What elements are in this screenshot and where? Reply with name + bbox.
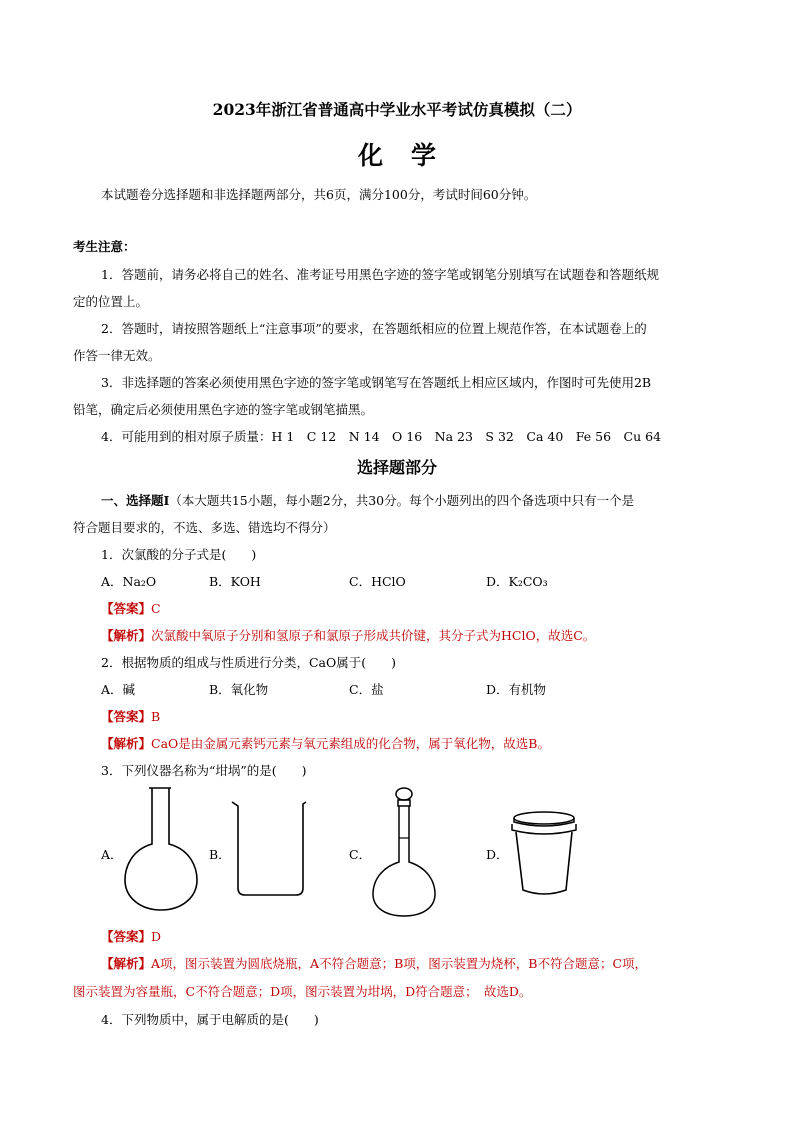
notice-item-1-line2: 定的位置上。 (73, 294, 149, 309)
beaker-figure (230, 800, 310, 898)
notice-item-1-line1: 1．答题前，请务必将自己的姓名、准考证号用黑色字迹的签字笔或钢笔分别填写在试题卷和答题纸规 (101, 267, 659, 282)
analysis-text: CaO是由金属元素钙元素与氧元素组成的化合物，属于氧化物，故选B。 (151, 736, 550, 751)
question-2-option-d: D．有机物 (486, 682, 547, 697)
notice-item-3-line1: 3．非选择题的答案必须使用黑色字迹的签字笔或钢笔写在答题纸上相应区域内，作图时可先使用2B (101, 375, 652, 390)
subject-title: 化学 (357, 141, 464, 170)
question-2-stem: 2．根据物质的组成与性质进行分类，CaO属于( ) (101, 655, 396, 670)
answer-value: D (151, 929, 162, 944)
analysis-text: A项，图示装置为圆底烧瓶，A不符合题意；B项，图示装置为烧杯，B不符合题意；C项， (151, 956, 648, 971)
notice-item-2-line2: 作答一律无效。 (73, 348, 161, 363)
question-2-option-b: B．氧化物 (209, 682, 269, 697)
round-bottom-flask-figure (123, 786, 199, 912)
exam-title: 2023年浙江省普通高中学业水平考试仿真模拟（二） (212, 100, 582, 119)
analysis-tag: 【解析】 (101, 628, 152, 643)
question-3-stem: 3．下列仪器名称为“坩埚”的是( ) (101, 763, 307, 778)
answer-tag: 【答案】 (101, 929, 152, 944)
question-3-option-c: C． (349, 847, 372, 862)
question-3-analysis-line2: 图示装置为容量瓶，C不符合题意；D项，图示装置为坩埚，D符合题意； 故选D。 (73, 984, 532, 999)
analysis-text: 次氯酸中氧原子分别和氢原子和氯原子形成共价键，其分子式为HClO，故选C。 (151, 628, 596, 643)
part-label: 一、选择题Ⅰ (101, 493, 170, 508)
question-4-stem: 4．下列物质中，属于电解质的是( ) (101, 1012, 319, 1027)
notice-item-4: 4．可能用到的相对原子质量：H 1 C 12 N 14 O 16 Na 23 S 32 Ca 40 Fe 56 Cu 64 (101, 429, 662, 444)
notice-heading: 考生注意： (73, 239, 136, 254)
question-3-answer (101, 927, 161, 945)
part-heading (101, 491, 634, 509)
answer-value: B (151, 709, 161, 724)
question-2-analysis (101, 734, 550, 752)
question-3-option-d: D． (486, 847, 509, 862)
question-1-option-b: B．KOH (209, 574, 261, 589)
analysis-tag: 【解析】 (101, 736, 152, 751)
analysis-tag: 【解析】 (101, 956, 152, 971)
question-1-option-a: A．Na₂O (101, 574, 157, 589)
question-2-option-c: C．盐 (349, 682, 384, 697)
question-1-stem: 1．次氯酸的分子式是( ) (101, 547, 257, 562)
notice-item-3-line2: 铅笔，确定后必须使用黑色字迹的签字笔或钢笔描黑。 (73, 402, 374, 417)
volumetric-flask-figure (370, 786, 438, 918)
question-1-option-d: D．K₂CO₃ (486, 574, 548, 589)
answer-tag: 【答案】 (101, 709, 152, 724)
question-1-analysis (101, 626, 595, 644)
question-3-analysis-line1 (101, 954, 647, 972)
part-desc-line1: （本大题共15小题，每小题2分，共30分。每个小题列出的四个备选项中只有一个是 (169, 493, 635, 508)
notice-item-2-line1: 2．答题时，请按照答题纸上“注意事项”的要求，在答题纸相应的位置上规范作答，在本试题卷上的 (101, 321, 647, 336)
question-3-option-b: B． (209, 847, 231, 862)
section-title: 选择题部分 (356, 458, 437, 477)
question-2-answer (101, 707, 160, 725)
answer-tag: 【答案】 (101, 601, 152, 616)
exam-intro: 本试题卷分选择题和非选择题两部分，共6页，满分100分，考试时间60分钟。 (101, 187, 537, 202)
question-3-option-a: A． (101, 847, 123, 862)
question-1-answer (101, 599, 161, 617)
part-desc-line2: 符合题目要求的，不选、多选、错选均不得分） (73, 520, 336, 535)
answer-value: C (151, 601, 161, 616)
question-1-option-c: C．HClO (349, 574, 406, 589)
crucible-figure (508, 808, 580, 898)
question-2-option-a: A．碱 (101, 682, 136, 697)
